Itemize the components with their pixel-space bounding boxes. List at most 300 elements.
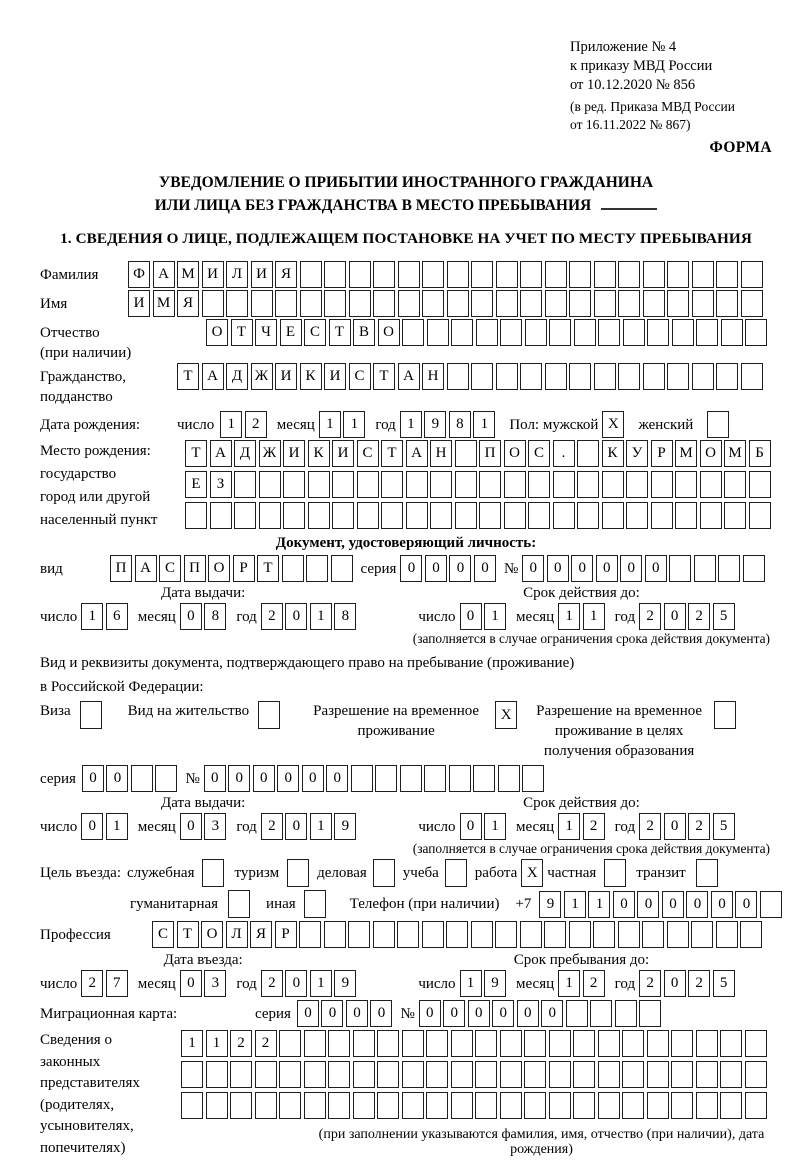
char-box[interactable] xyxy=(475,1092,497,1119)
char-box[interactable]: 9 xyxy=(539,891,561,918)
char-box[interactable] xyxy=(471,921,493,948)
char-box[interactable] xyxy=(691,921,713,948)
char-box[interactable] xyxy=(283,471,305,498)
char-box[interactable] xyxy=(520,921,542,948)
char-box[interactable] xyxy=(553,471,575,498)
char-box[interactable] xyxy=(741,290,763,317)
char-box[interactable]: 1 xyxy=(484,603,506,630)
char-box[interactable] xyxy=(720,1030,742,1057)
char-box[interactable]: 1 xyxy=(206,1030,228,1057)
char-box[interactable] xyxy=(279,1092,301,1119)
char-box[interactable]: Ж xyxy=(259,440,281,467)
char-box[interactable]: 2 xyxy=(261,970,283,997)
char-box[interactable] xyxy=(306,555,328,582)
char-box[interactable]: 2 xyxy=(639,603,661,630)
char-box[interactable]: 1 xyxy=(558,813,580,840)
char-box[interactable]: 5 xyxy=(713,813,735,840)
char-box[interactable] xyxy=(598,1061,620,1088)
char-box[interactable]: 0 xyxy=(370,1000,392,1027)
char-box[interactable]: 2 xyxy=(255,1030,277,1057)
residence-number-field[interactable] xyxy=(204,765,545,792)
char-box[interactable]: 0 xyxy=(541,1000,563,1027)
birthplace-row2[interactable] xyxy=(185,471,771,498)
char-box[interactable] xyxy=(590,1000,612,1027)
char-box[interactable] xyxy=(332,471,354,498)
char-box[interactable]: 0 xyxy=(620,555,642,582)
char-box[interactable] xyxy=(496,290,518,317)
profession-field[interactable] xyxy=(152,921,762,948)
char-box[interactable] xyxy=(402,1061,424,1088)
char-box[interactable] xyxy=(324,261,346,288)
char-box[interactable] xyxy=(324,290,346,317)
char-box[interactable] xyxy=(226,290,248,317)
surname-field[interactable] xyxy=(128,261,763,288)
char-box[interactable] xyxy=(720,1092,742,1119)
char-box[interactable]: 0 xyxy=(596,555,618,582)
char-box[interactable]: Я xyxy=(177,290,199,317)
char-box[interactable]: Л xyxy=(226,261,248,288)
char-box[interactable] xyxy=(696,319,718,346)
char-box[interactable] xyxy=(749,471,771,498)
stay-until-year[interactable] xyxy=(639,970,735,997)
char-box[interactable] xyxy=(430,502,452,529)
char-box[interactable] xyxy=(475,1061,497,1088)
char-box[interactable] xyxy=(451,319,473,346)
char-box[interactable] xyxy=(566,1000,588,1027)
char-box[interactable]: Д xyxy=(226,363,248,390)
residence-valid-year[interactable] xyxy=(639,813,735,840)
char-box[interactable]: 0 xyxy=(517,1000,539,1027)
char-box[interactable]: П xyxy=(184,555,206,582)
char-box[interactable] xyxy=(279,1030,301,1057)
char-box[interactable] xyxy=(228,890,250,918)
char-box[interactable] xyxy=(598,319,620,346)
char-box[interactable] xyxy=(639,1000,661,1027)
char-box[interactable]: 2 xyxy=(81,970,103,997)
residence-issue-month[interactable] xyxy=(180,813,227,840)
char-box[interactable] xyxy=(593,921,615,948)
char-box[interactable] xyxy=(721,319,743,346)
char-box[interactable]: Е xyxy=(185,471,207,498)
char-box[interactable] xyxy=(604,859,626,887)
char-box[interactable] xyxy=(80,701,102,729)
char-box[interactable] xyxy=(455,440,477,467)
char-box[interactable] xyxy=(430,471,452,498)
char-box[interactable]: 0 xyxy=(321,1000,343,1027)
char-box[interactable]: 0 xyxy=(662,891,684,918)
char-box[interactable] xyxy=(724,471,746,498)
char-box[interactable] xyxy=(381,502,403,529)
char-box[interactable] xyxy=(202,290,224,317)
char-box[interactable]: Л xyxy=(226,921,248,948)
char-box[interactable]: 8 xyxy=(334,603,356,630)
char-box[interactable] xyxy=(740,921,762,948)
residence-valid-day[interactable] xyxy=(460,813,507,840)
visa-checkbox[interactable] xyxy=(80,701,102,729)
char-box[interactable] xyxy=(618,363,640,390)
char-box[interactable] xyxy=(373,921,395,948)
char-box[interactable] xyxy=(669,555,691,582)
char-box[interactable]: 1 xyxy=(310,813,332,840)
char-box[interactable] xyxy=(618,921,640,948)
char-box[interactable] xyxy=(577,502,599,529)
char-box[interactable] xyxy=(520,290,542,317)
char-box[interactable]: Р xyxy=(275,921,297,948)
char-box[interactable] xyxy=(475,1030,497,1057)
char-box[interactable] xyxy=(749,502,771,529)
char-box[interactable] xyxy=(422,921,444,948)
char-box[interactable]: Е xyxy=(280,319,302,346)
char-box[interactable]: 0 xyxy=(547,555,569,582)
char-box[interactable]: В xyxy=(353,319,375,346)
char-box[interactable]: 1 xyxy=(343,411,365,438)
char-box[interactable] xyxy=(647,1092,669,1119)
char-box[interactable] xyxy=(373,859,395,887)
char-box[interactable]: 6 xyxy=(106,603,128,630)
char-box[interactable]: Ф xyxy=(128,261,150,288)
char-box[interactable]: 5 xyxy=(713,970,735,997)
char-box[interactable] xyxy=(282,555,304,582)
char-box[interactable] xyxy=(304,1092,326,1119)
char-box[interactable] xyxy=(549,1092,571,1119)
char-box[interactable] xyxy=(647,1061,669,1088)
char-box[interactable]: 0 xyxy=(180,970,202,997)
char-box[interactable]: 2 xyxy=(583,970,605,997)
char-box[interactable] xyxy=(760,891,782,918)
char-box[interactable] xyxy=(377,1030,399,1057)
char-box[interactable]: 1 xyxy=(319,411,341,438)
char-box[interactable]: Т xyxy=(231,319,253,346)
char-box[interactable] xyxy=(349,261,371,288)
char-box[interactable] xyxy=(422,290,444,317)
char-box[interactable]: Ж xyxy=(251,363,273,390)
char-box[interactable] xyxy=(402,319,424,346)
char-box[interactable] xyxy=(622,1092,644,1119)
char-box[interactable] xyxy=(718,555,740,582)
char-box[interactable]: О xyxy=(504,440,526,467)
char-box[interactable]: Я xyxy=(275,261,297,288)
char-box[interactable]: М xyxy=(675,440,697,467)
char-box[interactable]: 0 xyxy=(492,1000,514,1027)
rvp-edu-checkbox[interactable] xyxy=(714,701,736,729)
char-box[interactable]: Р xyxy=(233,555,255,582)
char-box[interactable] xyxy=(545,290,567,317)
char-box[interactable]: 2 xyxy=(261,813,283,840)
phone-field[interactable] xyxy=(539,891,782,918)
char-box[interactable] xyxy=(745,319,767,346)
char-box[interactable] xyxy=(525,319,547,346)
char-box[interactable] xyxy=(598,1092,620,1119)
char-box[interactable] xyxy=(230,1061,252,1088)
char-box[interactable] xyxy=(181,1061,203,1088)
migration-series-field[interactable] xyxy=(297,1000,393,1027)
birth-month-field[interactable] xyxy=(319,411,366,438)
char-box[interactable]: М xyxy=(153,290,175,317)
char-box[interactable] xyxy=(479,502,501,529)
char-box[interactable]: 1 xyxy=(473,411,495,438)
char-box[interactable] xyxy=(569,363,591,390)
char-box[interactable]: П xyxy=(479,440,501,467)
char-box[interactable]: 1 xyxy=(106,813,128,840)
char-box[interactable] xyxy=(696,859,718,887)
char-box[interactable] xyxy=(594,363,616,390)
char-box[interactable]: К xyxy=(308,440,330,467)
identity-valid-month[interactable] xyxy=(558,603,605,630)
char-box[interactable] xyxy=(304,1030,326,1057)
char-box[interactable]: 1 xyxy=(460,970,482,997)
char-box[interactable] xyxy=(210,502,232,529)
representatives-row2[interactable] xyxy=(181,1061,772,1088)
char-box[interactable] xyxy=(476,319,498,346)
char-box[interactable] xyxy=(500,1061,522,1088)
char-box[interactable] xyxy=(598,1030,620,1057)
char-box[interactable]: Д xyxy=(234,440,256,467)
char-box[interactable] xyxy=(504,471,526,498)
char-box[interactable] xyxy=(602,502,624,529)
char-box[interactable]: 1 xyxy=(310,603,332,630)
char-box[interactable] xyxy=(185,502,207,529)
char-box[interactable] xyxy=(328,1092,350,1119)
char-box[interactable]: 2 xyxy=(583,813,605,840)
char-box[interactable]: И xyxy=(251,261,273,288)
char-box[interactable]: Т xyxy=(177,363,199,390)
char-box[interactable]: 2 xyxy=(230,1030,252,1057)
char-box[interactable] xyxy=(707,411,729,438)
char-box[interactable] xyxy=(206,1061,228,1088)
char-box[interactable] xyxy=(741,363,763,390)
char-box[interactable] xyxy=(377,1061,399,1088)
char-box[interactable] xyxy=(279,1061,301,1088)
char-box[interactable] xyxy=(573,1092,595,1119)
sex-female-checkbox[interactable] xyxy=(707,411,729,438)
char-box[interactable] xyxy=(471,290,493,317)
char-box[interactable]: 0 xyxy=(228,765,250,792)
char-box[interactable]: Н xyxy=(422,363,444,390)
entry-year[interactable] xyxy=(261,970,357,997)
char-box[interactable]: М xyxy=(724,440,746,467)
identity-issue-year[interactable] xyxy=(261,603,357,630)
char-box[interactable]: А xyxy=(406,440,428,467)
char-box[interactable] xyxy=(573,1030,595,1057)
char-box[interactable] xyxy=(398,290,420,317)
char-box[interactable] xyxy=(524,1030,546,1057)
char-box[interactable] xyxy=(375,765,397,792)
char-box[interactable] xyxy=(577,471,599,498)
char-box[interactable]: Р xyxy=(651,440,673,467)
char-box[interactable]: 0 xyxy=(571,555,593,582)
char-box[interactable] xyxy=(349,290,371,317)
char-box[interactable]: 0 xyxy=(460,603,482,630)
char-box[interactable]: 1 xyxy=(220,411,242,438)
birth-year-field[interactable] xyxy=(400,411,496,438)
purpose-work-checkbox[interactable] xyxy=(521,859,543,887)
char-box[interactable] xyxy=(473,765,495,792)
char-box[interactable] xyxy=(643,261,665,288)
char-box[interactable] xyxy=(304,890,326,918)
identity-valid-day[interactable] xyxy=(460,603,507,630)
char-box[interactable] xyxy=(549,319,571,346)
migration-number-field[interactable] xyxy=(419,1000,662,1027)
char-box[interactable]: А xyxy=(153,261,175,288)
char-box[interactable]: 0 xyxy=(711,891,733,918)
stay-until-month[interactable] xyxy=(558,970,605,997)
char-box[interactable] xyxy=(626,502,648,529)
char-box[interactable]: 1 xyxy=(81,603,103,630)
birthplace-row1[interactable] xyxy=(185,440,771,467)
char-box[interactable] xyxy=(618,290,640,317)
char-box[interactable] xyxy=(373,261,395,288)
char-box[interactable] xyxy=(643,363,665,390)
char-box[interactable]: 0 xyxy=(285,603,307,630)
char-box[interactable]: 1 xyxy=(310,970,332,997)
char-box[interactable] xyxy=(626,471,648,498)
char-box[interactable] xyxy=(181,1092,203,1119)
purpose-other-checkbox[interactable] xyxy=(304,890,326,918)
char-box[interactable]: 5 xyxy=(713,603,735,630)
char-box[interactable] xyxy=(406,502,428,529)
char-box[interactable] xyxy=(471,363,493,390)
char-box[interactable] xyxy=(745,1030,767,1057)
char-box[interactable]: X xyxy=(521,859,543,887)
char-box[interactable]: 0 xyxy=(664,603,686,630)
char-box[interactable] xyxy=(447,261,469,288)
char-box[interactable] xyxy=(287,859,309,887)
char-box[interactable] xyxy=(667,921,689,948)
char-box[interactable]: С xyxy=(159,555,181,582)
char-box[interactable] xyxy=(283,502,305,529)
char-box[interactable] xyxy=(332,502,354,529)
char-box[interactable] xyxy=(651,502,673,529)
char-box[interactable]: О xyxy=(206,319,228,346)
char-box[interactable]: Н xyxy=(430,440,452,467)
char-box[interactable] xyxy=(694,555,716,582)
char-box[interactable] xyxy=(495,921,517,948)
char-box[interactable]: 0 xyxy=(180,813,202,840)
rvp-checkbox[interactable] xyxy=(495,701,517,729)
char-box[interactable]: Ч xyxy=(255,319,277,346)
char-box[interactable] xyxy=(720,1061,742,1088)
entry-month[interactable] xyxy=(180,970,227,997)
patronymic-field[interactable] xyxy=(206,319,767,346)
char-box[interactable]: 0 xyxy=(443,1000,465,1027)
char-box[interactable] xyxy=(422,261,444,288)
char-box[interactable] xyxy=(255,1092,277,1119)
char-box[interactable] xyxy=(275,290,297,317)
identity-issue-day[interactable] xyxy=(81,603,128,630)
char-box[interactable]: И xyxy=(128,290,150,317)
char-box[interactable] xyxy=(696,1030,718,1057)
char-box[interactable] xyxy=(577,440,599,467)
char-box[interactable] xyxy=(528,471,550,498)
char-box[interactable] xyxy=(500,1030,522,1057)
char-box[interactable] xyxy=(259,502,281,529)
char-box[interactable] xyxy=(397,921,419,948)
char-box[interactable]: З xyxy=(210,471,232,498)
char-box[interactable]: 9 xyxy=(334,813,356,840)
char-box[interactable] xyxy=(455,502,477,529)
char-box[interactable]: Т xyxy=(381,440,403,467)
char-box[interactable]: О xyxy=(378,319,400,346)
char-box[interactable]: Б xyxy=(749,440,771,467)
char-box[interactable] xyxy=(155,765,177,792)
char-box[interactable]: У xyxy=(626,440,648,467)
char-box[interactable] xyxy=(398,261,420,288)
char-box[interactable]: Т xyxy=(373,363,395,390)
purpose-private-checkbox[interactable] xyxy=(604,859,626,887)
char-box[interactable]: М xyxy=(177,261,199,288)
char-box[interactable] xyxy=(594,290,616,317)
char-box[interactable]: 3 xyxy=(204,970,226,997)
char-box[interactable] xyxy=(524,1061,546,1088)
doc-number-field[interactable] xyxy=(522,555,765,582)
char-box[interactable]: 0 xyxy=(302,765,324,792)
char-box[interactable] xyxy=(455,471,477,498)
char-box[interactable]: 0 xyxy=(613,891,635,918)
char-box[interactable] xyxy=(496,261,518,288)
char-box[interactable] xyxy=(308,502,330,529)
char-box[interactable]: Т xyxy=(257,555,279,582)
birthplace-row3[interactable] xyxy=(185,502,771,529)
char-box[interactable] xyxy=(202,859,224,887)
char-box[interactable]: 1 xyxy=(588,891,610,918)
char-box[interactable]: Я xyxy=(250,921,272,948)
char-box[interactable]: 0 xyxy=(460,813,482,840)
char-box[interactable]: 0 xyxy=(285,813,307,840)
char-box[interactable]: 9 xyxy=(334,970,356,997)
char-box[interactable]: 0 xyxy=(645,555,667,582)
char-box[interactable]: И xyxy=(283,440,305,467)
char-box[interactable] xyxy=(400,765,422,792)
char-box[interactable] xyxy=(471,261,493,288)
char-box[interactable]: 1 xyxy=(400,411,422,438)
char-box[interactable]: 0 xyxy=(285,970,307,997)
char-box[interactable]: 9 xyxy=(424,411,446,438)
char-box[interactable] xyxy=(549,1030,571,1057)
char-box[interactable] xyxy=(724,502,746,529)
char-box[interactable] xyxy=(300,290,322,317)
char-box[interactable]: 0 xyxy=(81,813,103,840)
char-box[interactable] xyxy=(602,471,624,498)
char-box[interactable]: 2 xyxy=(688,813,710,840)
representatives-row3[interactable] xyxy=(181,1092,772,1119)
char-box[interactable] xyxy=(424,765,446,792)
char-box[interactable]: 8 xyxy=(449,411,471,438)
char-box[interactable] xyxy=(745,1061,767,1088)
char-box[interactable] xyxy=(700,502,722,529)
stay-until-day[interactable] xyxy=(460,970,507,997)
char-box[interactable] xyxy=(716,290,738,317)
residence-issue-year[interactable] xyxy=(261,813,357,840)
char-box[interactable] xyxy=(255,1061,277,1088)
sex-male-checkbox[interactable] xyxy=(602,411,624,438)
char-box[interactable] xyxy=(623,319,645,346)
char-box[interactable] xyxy=(449,765,471,792)
char-box[interactable] xyxy=(671,1061,693,1088)
char-box[interactable] xyxy=(741,261,763,288)
char-box[interactable] xyxy=(348,921,370,948)
char-box[interactable]: Т xyxy=(185,440,207,467)
char-box[interactable] xyxy=(328,1061,350,1088)
char-box[interactable] xyxy=(696,1092,718,1119)
purpose-transit-checkbox[interactable] xyxy=(696,859,718,887)
char-box[interactable]: 0 xyxy=(277,765,299,792)
char-box[interactable] xyxy=(324,921,346,948)
name-field[interactable] xyxy=(128,290,763,317)
char-box[interactable] xyxy=(618,261,640,288)
char-box[interactable] xyxy=(234,502,256,529)
char-box[interactable]: 0 xyxy=(106,765,128,792)
entry-day[interactable] xyxy=(81,970,128,997)
